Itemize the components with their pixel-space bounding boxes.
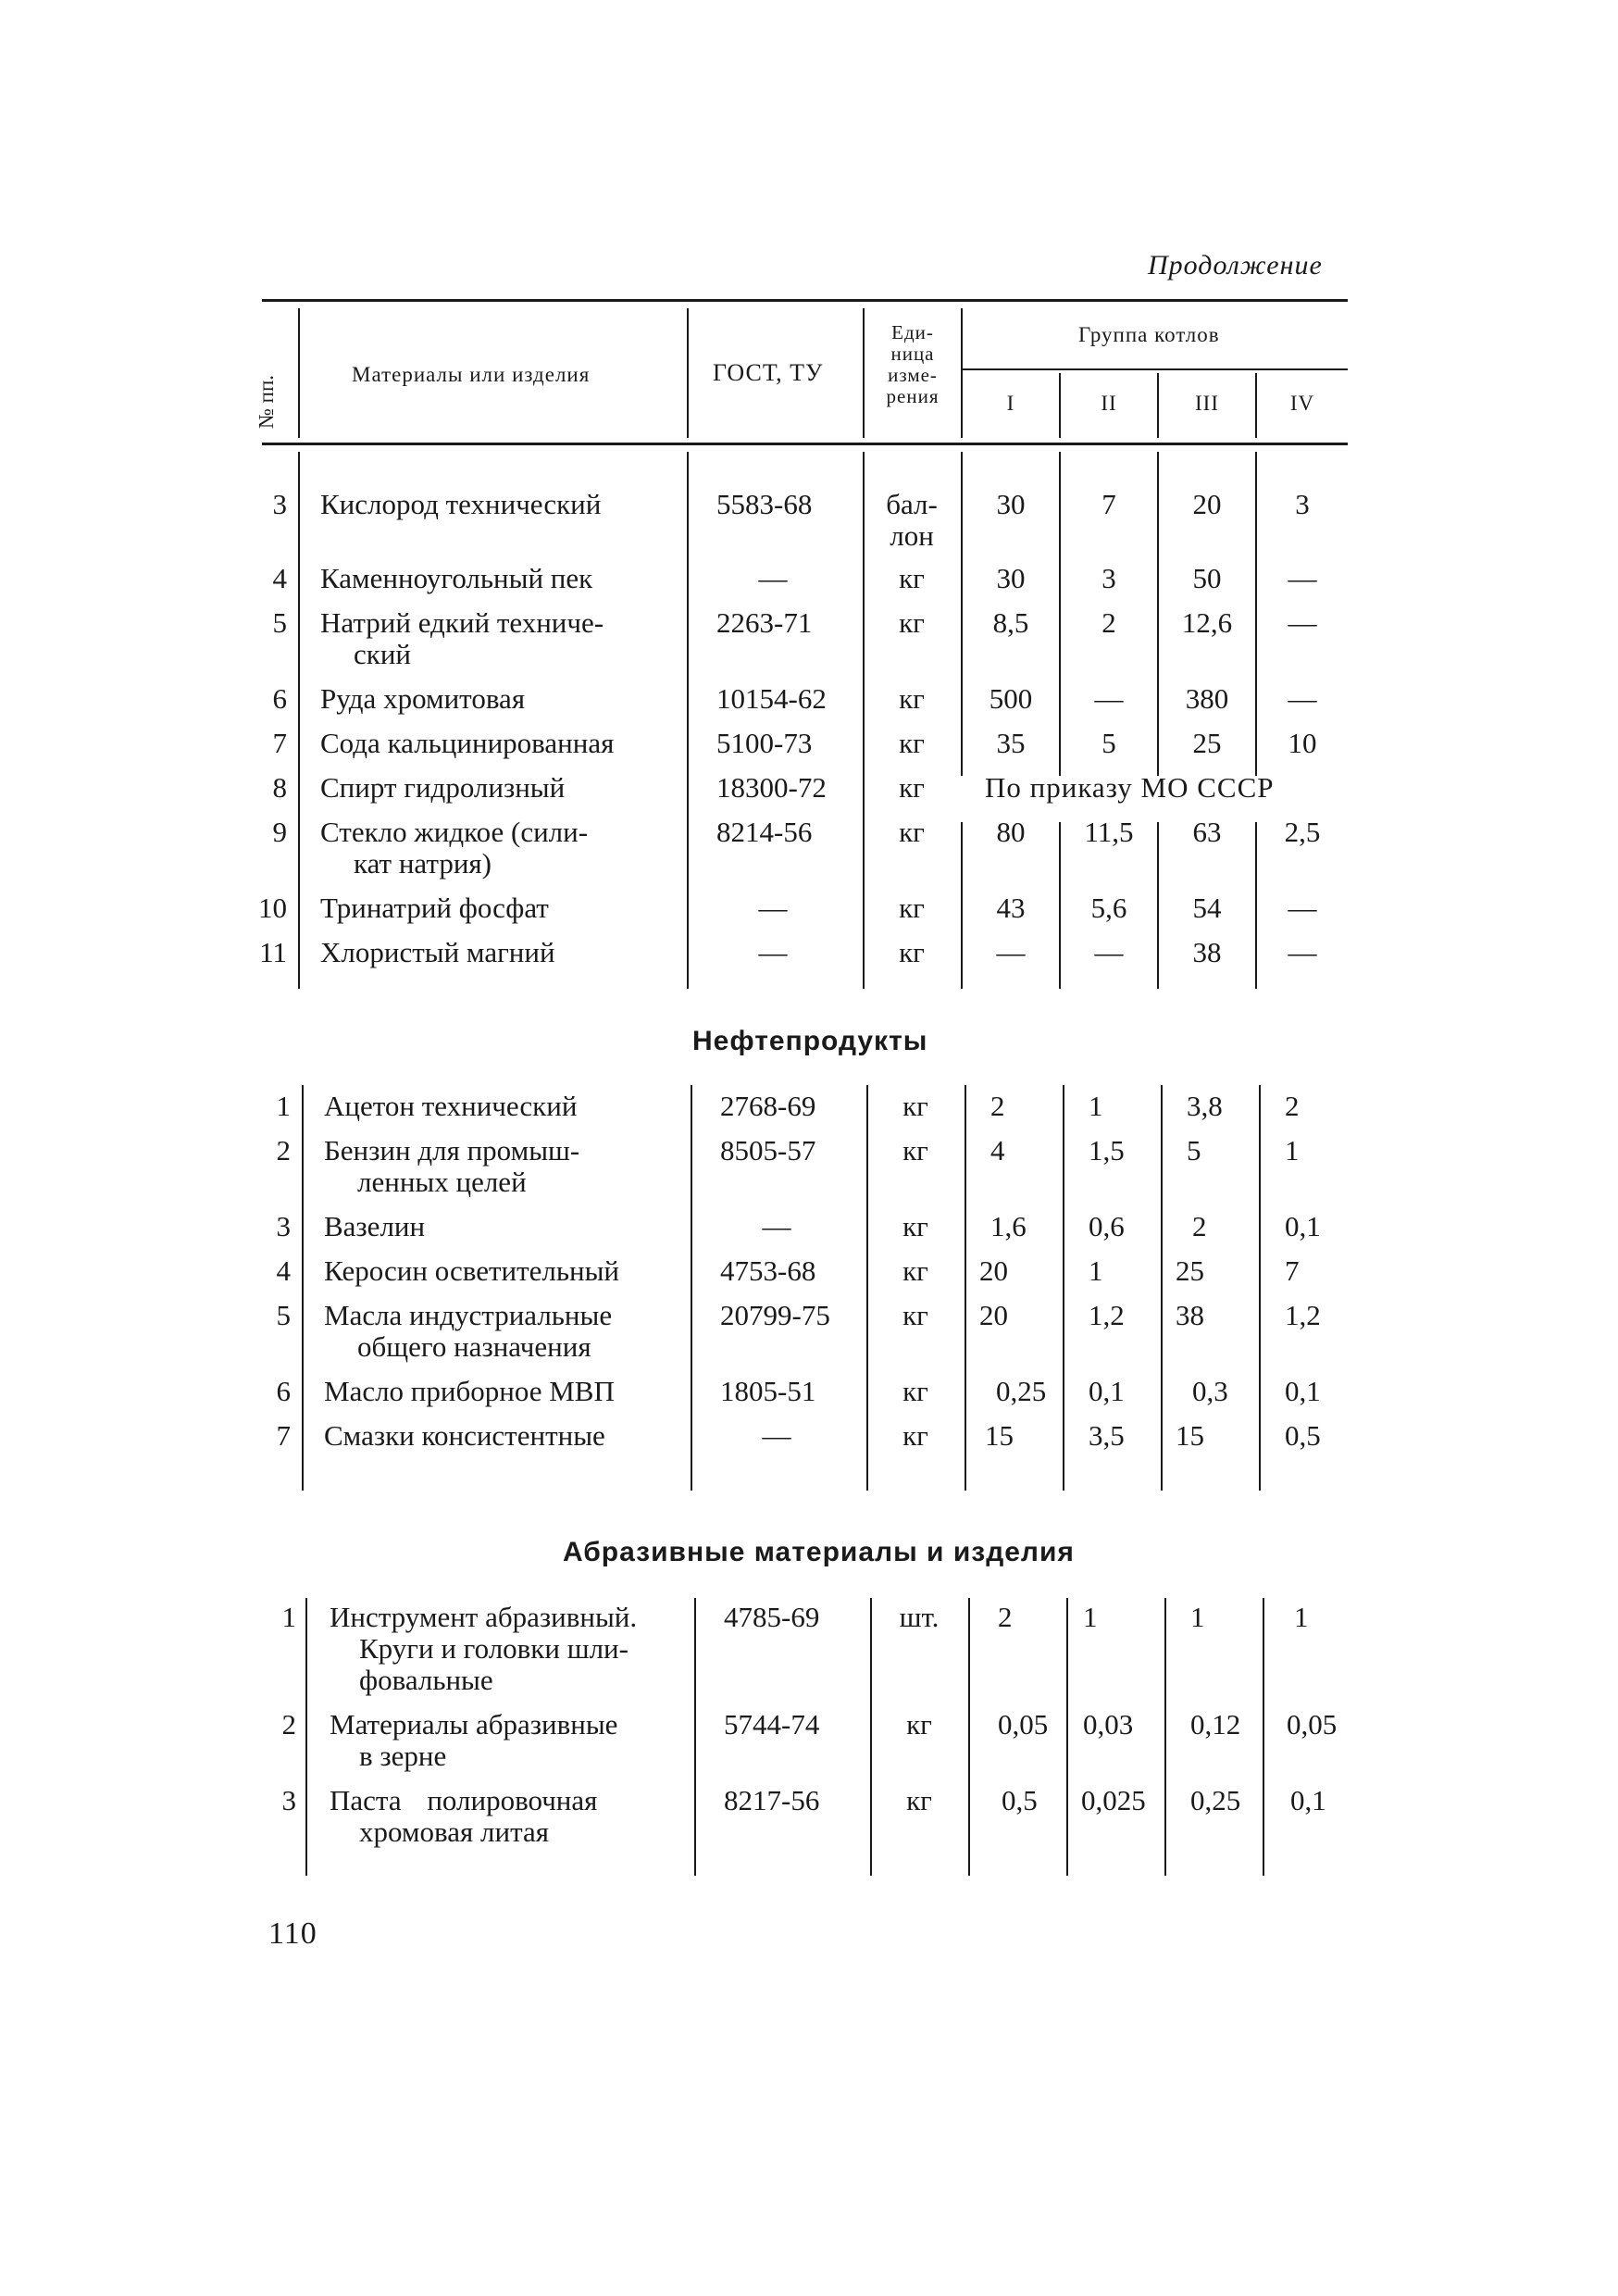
row-group-i: 0,05 [998,1708,1049,1741]
row-group-iv: — [1288,936,1317,968]
section2-col-line [1063,1085,1064,1491]
row-unit: кг [902,1419,928,1452]
row-gost: 18300-72 [716,771,827,804]
row-name: общего назначения [357,1330,591,1363]
row-group-iii: 1 [1190,1601,1205,1633]
row-unit: лон [890,519,934,552]
header-col-line [863,308,865,438]
row-gost: — [762,1210,791,1242]
row-group-iv: 10 [1288,727,1317,759]
row-group-i: 35 [996,727,1026,759]
row-group-iii: 50 [1192,562,1222,594]
row-name: в зерне [359,1740,447,1772]
row-group-i: 2 [998,1601,1013,1633]
row-unit: кг [902,1090,928,1122]
section3-col-line [1164,1598,1166,1876]
row-name: Тринатрий фосфат [320,892,549,924]
row-name: Масла индустриальные [324,1299,613,1331]
row-group-iii: 3,8 [1187,1090,1223,1122]
row-unit: кг [902,1210,928,1242]
row-number: 3 [276,1210,291,1242]
row-gost: 5583-68 [716,488,813,520]
row-group-i: 0,5 [1002,1784,1038,1816]
row-group-i: — [996,936,1026,968]
row-group-iii: 12,6 [1181,606,1233,639]
row-name: Материалы абразивные [330,1708,618,1741]
row-group-iv: 3 [1295,488,1310,520]
row-gost: 8214-56 [716,816,813,848]
row-name: Инструмент абразивный. [330,1601,638,1633]
row-group-ii: — [1094,936,1124,968]
row-number: 7 [272,727,287,759]
section2-col-line [866,1085,868,1491]
section3-col-line [870,1598,872,1876]
row-gost: — [758,562,788,594]
row-number: 7 [276,1419,291,1452]
row-number: 4 [276,1254,291,1287]
row-group-i: 0,25 [996,1375,1047,1407]
row-name: Масло приборное МВП [324,1375,615,1407]
row-number: 5 [272,606,287,639]
header-no: № пп. [255,374,278,430]
row-unit: кг [899,682,925,715]
row-gost: 4785-69 [724,1601,820,1633]
row-group-iv: 0,05 [1287,1708,1338,1741]
row-group-i: 1,6 [990,1210,1027,1242]
row-group-ii: — [1094,682,1124,715]
row-number: 5 [276,1299,291,1331]
section2-col-line [1259,1085,1261,1491]
row-group-ii: 11,5 [1084,816,1134,848]
section1-col-line [298,452,300,989]
row-name: Натрий едкий техниче- [320,606,604,639]
header-group-i: I [1006,392,1015,415]
section3-col-line [1066,1598,1068,1876]
header-col-line [961,308,963,438]
row-group-ii: 1,5 [1089,1134,1125,1167]
row-unit: кг [906,1708,932,1741]
row-name: кат натрия) [354,847,492,880]
row-unit: кг [899,727,925,759]
row-name: Сода кальцинированная [320,727,615,759]
row-unit: кг [902,1134,928,1167]
section2-title: Нефтепродукты [692,1026,928,1056]
row-group-iv: 7 [1285,1254,1300,1287]
row-group-iv: 0,1 [1285,1375,1321,1407]
row-name: Смазки консистентные [324,1419,605,1452]
row-name: Хлористый магний [320,936,555,968]
row-group-iii: 54 [1192,892,1222,924]
row-name: Паста полировочная [330,1784,598,1816]
row-unit: кг [899,816,925,848]
header-material: Материалы или изделия [352,363,591,386]
row-group-i: 8,5 [992,606,1029,639]
row-number: 3 [272,488,287,520]
page-number: 110 [268,1916,317,1951]
row-group-ii: 1 [1089,1254,1103,1287]
row-group-iii: 63 [1192,816,1222,848]
row-gost: 4753-68 [720,1254,816,1287]
row-group-iv: 2,5 [1284,816,1321,848]
row-group-iv: 1 [1285,1134,1300,1167]
row-group-i: 15 [985,1419,1014,1452]
row-group-iv: — [1288,892,1317,924]
header-group-iii: III [1195,392,1219,415]
section2-col-line [691,1085,692,1491]
header-unit-line: ница [890,343,935,365]
row-group-ii: 0,6 [1089,1210,1125,1242]
row-group-ii: 5 [1101,727,1116,759]
row-gost: — [758,892,788,924]
row-number: 10 [258,892,287,924]
row-gost: 5744-74 [724,1708,820,1741]
row-group-iii: 2 [1192,1210,1207,1242]
row-name: Спирт гидролизный [320,771,566,804]
group-rule [963,368,1348,370]
row-group-ii: 7 [1101,488,1116,520]
row-group-i: 20 [979,1254,1008,1287]
row-group-i: 20 [979,1299,1008,1331]
row-group-iii: 15 [1176,1419,1204,1452]
row-name: Руда хромитовая [320,682,526,715]
row-number: 4 [272,562,287,594]
section1-col-line [863,452,865,989]
row-number: 6 [276,1375,291,1407]
row-unit: кг [899,606,925,639]
row-unit: кг [902,1254,928,1287]
row-group-iii: 20 [1192,488,1222,520]
row-group-iii: 25 [1176,1254,1204,1287]
row-name: ленных целей [357,1166,527,1198]
row-group-iii: 38 [1192,936,1222,968]
row-name: Стекло жидкое (сили- [320,816,589,848]
row-group-i: 30 [996,562,1026,594]
row-group-iv: — [1288,606,1317,639]
row-group-ii: 3,5 [1089,1419,1125,1452]
row-group-iv: 0,1 [1285,1210,1321,1242]
row-group-ii: 1 [1089,1090,1103,1122]
row-unit: кг [902,1375,928,1407]
row-unit: кг [899,936,925,968]
row-unit: кг [899,892,925,924]
row-name: Кислород технический [320,488,602,520]
header-group: Группа котлов [1078,323,1220,346]
row-group-ii: 0,025 [1081,1784,1146,1816]
row-number: 9 [272,816,287,848]
header-unit-line: рения [886,385,940,407]
row-group-iii: 0,25 [1190,1784,1241,1816]
row-number: 2 [276,1134,291,1167]
continuation-label: Продолжение [1148,250,1323,281]
row-number: 1 [276,1090,291,1122]
row-group-i: 500 [989,682,1033,715]
row-group-ii: 3 [1101,562,1116,594]
row-gost: 2263-71 [716,606,813,639]
row-name: Керосин осветительный [324,1254,620,1287]
row-unit: бал- [886,488,938,520]
section3-title: Абразивные материалы и изделия [563,1537,1075,1567]
row-gost: — [758,936,788,968]
row-gost: 2768-69 [720,1090,816,1122]
section3-col-line [305,1598,307,1876]
row-group-iv: 1,2 [1285,1299,1321,1331]
row-gost: 20799-75 [720,1299,830,1331]
header-group-iv: IV [1289,392,1315,415]
row-gost: 1805-51 [720,1375,816,1407]
row-gost: — [762,1419,791,1452]
row-number: 8 [272,771,287,804]
row-name: Ацетон технический [324,1090,578,1122]
row-group-iv: 1 [1294,1601,1309,1633]
row-gost: 10154-62 [716,682,827,715]
header-unit [876,322,950,407]
header-unit-line: изме- [888,364,938,386]
row-group-i: 80 [996,816,1026,848]
row-gost: 8217-56 [724,1784,820,1816]
row-group-iii: 38 [1176,1299,1204,1331]
row-group-iii: 5 [1187,1134,1201,1167]
row-group-iv: — [1288,562,1317,594]
row-group-i: 4 [990,1134,1005,1167]
row-group-iv: 0,1 [1290,1784,1326,1816]
row-group-iv: 0,5 [1285,1419,1321,1452]
section2-col-line [1161,1085,1163,1491]
row-number: 3 [281,1784,296,1816]
row-gost: 5100-73 [716,727,813,759]
row-unit: кг [899,562,925,594]
row-name: Бензин для промыш- [324,1134,580,1167]
row-unit: кг [902,1299,928,1331]
header-gost: ГОСТ, ТУ [713,359,824,386]
section3-col-line [694,1598,696,1876]
row-group-iv: — [1288,682,1317,715]
row-number: 6 [272,682,287,715]
row-group-ii: 2 [1101,606,1116,639]
row-group-ii: 0,1 [1089,1375,1125,1407]
row-group-ii: 1 [1083,1601,1098,1633]
row-name: ский [354,638,411,670]
row-group-iii: 25 [1192,727,1222,759]
row-number: 1 [281,1601,296,1633]
section3-col-line [1263,1598,1264,1876]
section2-col-line [302,1085,304,1491]
row-group-iv: 2 [1285,1090,1300,1122]
header-bottom-rule [262,443,1348,445]
row-group-iii: 380 [1185,682,1229,715]
row-number: 11 [259,936,287,968]
row-group-ii: 5,6 [1090,892,1127,924]
row-unit: шт. [899,1601,940,1633]
row-group-iii: 0,3 [1192,1375,1228,1407]
row-unit: кг [906,1784,932,1816]
row-group-ii: 1,2 [1089,1299,1125,1331]
row-span-note: По приказу МО СССР [985,771,1275,804]
header-col-line [687,308,689,438]
header-group-ii: II [1101,392,1117,415]
row-group-i: 30 [996,488,1026,520]
header-col-line [298,308,300,438]
row-name: Круги и головки шли- [359,1632,629,1665]
row-name: фовальные [359,1664,493,1696]
row-gost: 8505-57 [720,1134,816,1167]
row-number: 2 [281,1708,296,1741]
section2-col-line [965,1085,966,1491]
section1-col-line [687,452,689,989]
row-name: Вазелин [324,1210,426,1242]
header-unit-line: Еди- [891,321,934,343]
section3-col-line [968,1598,970,1876]
row-group-i: 43 [996,892,1026,924]
row-group-i: 2 [990,1090,1005,1122]
header-top-rule [262,299,1348,302]
row-group-ii: 0,03 [1083,1708,1134,1741]
row-name: хромовая литая [359,1816,550,1848]
row-unit: кг [899,771,925,804]
row-group-iii: 0,12 [1190,1708,1241,1741]
row-name: Каменноугольный пек [320,562,593,594]
